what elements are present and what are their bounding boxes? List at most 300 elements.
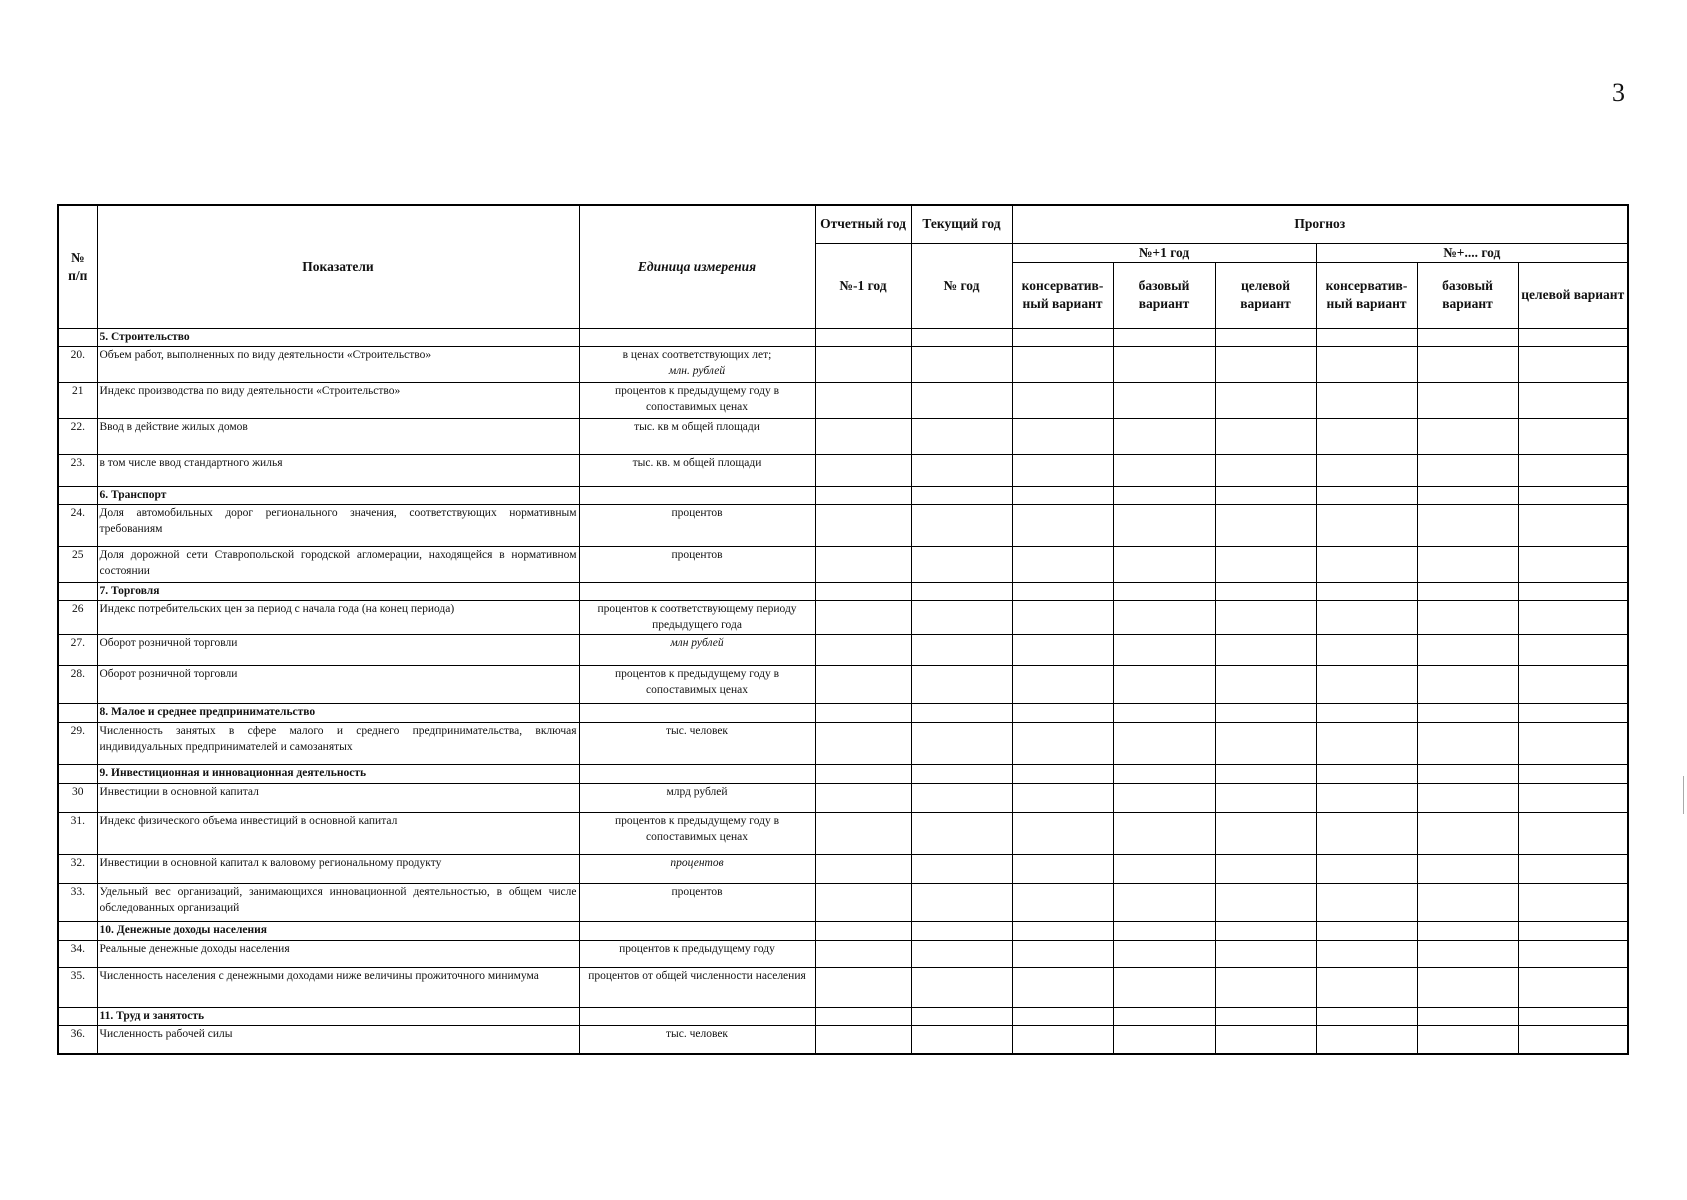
section-title: 8. Малое и среднее предпринимательство (97, 703, 579, 722)
section-title: 11. Труд и занятость (97, 1007, 579, 1025)
value-cell (1215, 328, 1316, 346)
indicator-label: Численность населения с денежными доходами ниже величины прожиточного минимума (97, 967, 579, 1007)
value-cell (1012, 486, 1113, 504)
value-cell (1316, 921, 1417, 940)
indicator-label: Индекс потребительских цен за период с начала года (на конец периода) (97, 600, 579, 634)
value-cell (1316, 854, 1417, 883)
value-cell (1215, 940, 1316, 967)
value-cell (1113, 783, 1215, 812)
value-cell (1518, 967, 1628, 1007)
value-cell (815, 940, 911, 967)
unit-label: млн рублей (579, 634, 815, 665)
value-cell (1113, 883, 1215, 921)
value-cell (911, 703, 1012, 722)
row-number: 34. (58, 940, 97, 967)
indicator-label: Индекс физического объема инвестиций в основной капитал (97, 812, 579, 854)
value-cell (1417, 812, 1518, 854)
value-cell (1012, 1025, 1113, 1054)
row-number: 29. (58, 722, 97, 764)
row-number: 26 (58, 600, 97, 634)
value-cell (911, 546, 1012, 582)
value-cell (815, 504, 911, 546)
value-cell (1518, 504, 1628, 546)
value-cell (1215, 783, 1316, 812)
indicator-label: Объем работ, выполненных по виду деятельности «Строительство» (97, 346, 579, 382)
value-cell (1518, 486, 1628, 504)
value-cell (1417, 504, 1518, 546)
value-cell (1012, 703, 1113, 722)
value-cell (1518, 582, 1628, 600)
row-number: 20. (58, 346, 97, 382)
value-cell (911, 783, 1012, 812)
value-cell (1417, 600, 1518, 634)
value-cell (1417, 722, 1518, 764)
value-cell (1113, 382, 1215, 418)
value-cell (1518, 418, 1628, 454)
value-cell (1113, 454, 1215, 486)
row-number: 25 (58, 546, 97, 582)
value-cell (1113, 418, 1215, 454)
value-cell (1215, 546, 1316, 582)
value-cell (1012, 783, 1113, 812)
row-number: 33. (58, 883, 97, 921)
value-cell (911, 812, 1012, 854)
value-cell (1113, 722, 1215, 764)
value-cell (1518, 812, 1628, 854)
year-n-plus-more-header: №+.... год (1316, 243, 1628, 262)
value-cell (1113, 854, 1215, 883)
value-cell (1012, 665, 1113, 703)
unit-label: процентов к предыдущему году в сопоставимых ценах (579, 665, 815, 703)
value-cell (1215, 346, 1316, 382)
page-number: 3 (1612, 78, 1625, 107)
value-cell (1012, 634, 1113, 665)
value-cell (1518, 634, 1628, 665)
value-cell (1012, 921, 1113, 940)
col-num-header: № п/п (58, 205, 97, 328)
value-cell (1012, 854, 1113, 883)
value-cell (1417, 546, 1518, 582)
row-number: 30 (58, 783, 97, 812)
value-cell (1215, 722, 1316, 764)
value-cell (1215, 504, 1316, 546)
value-cell (1518, 600, 1628, 634)
value-cell (815, 812, 911, 854)
value-cell (1012, 454, 1113, 486)
value-cell (1417, 382, 1518, 418)
unit-label: процентов (579, 546, 815, 582)
value-cell (1518, 1007, 1628, 1025)
value-cell (1417, 454, 1518, 486)
value-cell (815, 665, 911, 703)
value-cell (911, 883, 1012, 921)
section-row (58, 582, 1628, 600)
value-cell (1518, 1025, 1628, 1054)
value-cell (1215, 703, 1316, 722)
value-cell (1417, 1025, 1518, 1054)
table-row (58, 1025, 1628, 1054)
value-cell (815, 634, 911, 665)
section-title: 10. Денежные доходы населения (97, 921, 579, 940)
unit-label: процентов к соответствующему периоду предыдущего года (579, 600, 815, 634)
value-cell (1215, 1007, 1316, 1025)
value-cell (911, 600, 1012, 634)
year-n-header: № год (911, 243, 1012, 328)
value-cell (1113, 486, 1215, 504)
value-cell (1012, 967, 1113, 1007)
variant-conservative-header: консерватив-ный вариант (1316, 262, 1417, 328)
section-row (58, 328, 1628, 346)
value-cell (1215, 921, 1316, 940)
value-cell (1316, 967, 1417, 1007)
section-title: 9. Инвестиционная и инновационная деятельность (97, 764, 579, 783)
value-cell (1113, 1025, 1215, 1054)
unit-label: млрд рублей (579, 783, 815, 812)
value-cell (1012, 764, 1113, 783)
indicator-label: в том числе ввод стандартного жилья (97, 454, 579, 486)
value-cell (1113, 546, 1215, 582)
value-cell (1113, 940, 1215, 967)
section-row (58, 486, 1628, 504)
value-cell (1113, 582, 1215, 600)
value-cell (1316, 328, 1417, 346)
value-cell (1113, 703, 1215, 722)
value-cell (1012, 600, 1113, 634)
table-row (58, 634, 1628, 665)
value-cell (579, 486, 815, 504)
value-cell (911, 382, 1012, 418)
value-cell (1113, 665, 1215, 703)
unit-label: процентов к предыдущему году в сопоставимых ценах (579, 812, 815, 854)
value-cell (1417, 328, 1518, 346)
value-cell (1215, 665, 1316, 703)
value-cell (1113, 346, 1215, 382)
unit-label: тыс. человек (579, 1025, 815, 1054)
value-cell (815, 486, 911, 504)
value-cell (911, 634, 1012, 665)
col-report-header: Отчетный год (815, 205, 911, 243)
value-cell (1518, 665, 1628, 703)
value-cell (1012, 346, 1113, 382)
value-cell (579, 921, 815, 940)
value-cell (1316, 812, 1417, 854)
value-cell (1518, 783, 1628, 812)
scan-artifact-mark (1683, 776, 1684, 814)
value-cell (1417, 967, 1518, 1007)
value-cell (1316, 382, 1417, 418)
value-cell (1417, 665, 1518, 703)
value-cell (1417, 883, 1518, 921)
table-row (58, 783, 1628, 812)
unit-label: тыс. человек (579, 722, 815, 764)
value-cell (815, 722, 911, 764)
row-number: 28. (58, 665, 97, 703)
indicator-label: Численность занятых в сфере малого и среднего предпринимательства, включая индивидуальных предпринимателей и самозанятых (97, 722, 579, 764)
value-cell (911, 722, 1012, 764)
unit-label: процентов от общей численности населения (579, 967, 815, 1007)
table-row (58, 665, 1628, 703)
variant-target-header: целевой вариант (1215, 262, 1316, 328)
value-cell (1417, 783, 1518, 812)
table-row (58, 504, 1628, 546)
value-cell (1417, 582, 1518, 600)
table-row (58, 346, 1628, 382)
indicator-label: Оборот розничной торговли (97, 665, 579, 703)
value-cell (911, 1025, 1012, 1054)
value-cell (815, 783, 911, 812)
value-cell (1518, 328, 1628, 346)
value-cell (1012, 504, 1113, 546)
table-row (58, 940, 1628, 967)
row-number: 23. (58, 454, 97, 486)
value-cell (815, 703, 911, 722)
unit-label: тыс. кв. м общей площади (579, 454, 815, 486)
indicator-label: Индекс производства по виду деятельности «Строительство» (97, 382, 579, 418)
unit-label: процентов (579, 854, 815, 883)
value-cell (1316, 665, 1417, 703)
value-cell (911, 854, 1012, 883)
variant-base-header: базовый вариант (1113, 262, 1215, 328)
value-cell (1518, 703, 1628, 722)
section-row (58, 921, 1628, 940)
value-cell (815, 1025, 911, 1054)
value-cell (1518, 921, 1628, 940)
value-cell (1316, 600, 1417, 634)
value-cell (1417, 418, 1518, 454)
value-cell (1316, 1007, 1417, 1025)
section-row (58, 1007, 1628, 1025)
value-cell (1518, 346, 1628, 382)
value-cell (579, 328, 815, 346)
value-cell (911, 328, 1012, 346)
row-number: 35. (58, 967, 97, 1007)
value-cell (911, 967, 1012, 1007)
value-cell (1316, 504, 1417, 546)
value-cell (1518, 883, 1628, 921)
indicator-label: Доля дорожной сети Ставропольской городской агломерации, находящейся в нормативном состоянии (97, 546, 579, 582)
value-cell (1417, 921, 1518, 940)
section-title: 7. Торговля (97, 582, 579, 600)
value-cell (911, 418, 1012, 454)
value-cell (1316, 764, 1417, 783)
value-cell (1012, 582, 1113, 600)
value-cell (911, 486, 1012, 504)
value-cell (1316, 346, 1417, 382)
value-cell (1518, 940, 1628, 967)
value-cell (1113, 634, 1215, 665)
value-cell (1316, 418, 1417, 454)
value-cell (1012, 883, 1113, 921)
indicator-label: Инвестиции в основной капитал (97, 783, 579, 812)
value-cell (1215, 634, 1316, 665)
value-cell (1215, 883, 1316, 921)
value-cell (579, 764, 815, 783)
value-cell (815, 921, 911, 940)
value-cell (1113, 967, 1215, 1007)
value-cell (1316, 1025, 1417, 1054)
table-row (58, 854, 1628, 883)
table-row (58, 600, 1628, 634)
value-cell (1417, 486, 1518, 504)
unit-label: процентов (579, 883, 815, 921)
value-cell (1316, 940, 1417, 967)
indicator-label: Реальные денежные доходы населения (97, 940, 579, 967)
value-cell (1417, 703, 1518, 722)
value-cell (1215, 486, 1316, 504)
value-cell (815, 764, 911, 783)
indicator-label: Оборот розничной торговли (97, 634, 579, 665)
unit-label: процентов к предыдущему году в сопоставимых ценах (579, 382, 815, 418)
value-cell (1518, 764, 1628, 783)
year-n-minus-1-header: №-1 год (815, 243, 911, 328)
value-cell (1113, 1007, 1215, 1025)
value-cell (1215, 418, 1316, 454)
value-cell (1012, 812, 1113, 854)
value-cell (1215, 1025, 1316, 1054)
table-row (58, 454, 1628, 486)
value-cell (1113, 921, 1215, 940)
value-cell (815, 454, 911, 486)
row-number: 22. (58, 418, 97, 454)
value-cell (815, 546, 911, 582)
forecast-indicators-table (57, 204, 1629, 1055)
value-cell (1518, 454, 1628, 486)
value-cell (1316, 486, 1417, 504)
variant-base-header: базовый вариант (1417, 262, 1518, 328)
section-row (58, 764, 1628, 783)
value-cell (911, 921, 1012, 940)
table-row (58, 382, 1628, 418)
unit-label: процентов к предыдущему году (579, 940, 815, 967)
row-number: 27. (58, 634, 97, 665)
value-cell (1316, 722, 1417, 764)
indicator-label: Удельный вес организаций, занимающихся инновационной деятельностью, в общем числе обследованных организаций (97, 883, 579, 921)
table-row (58, 883, 1628, 921)
year-n-plus-1-header: №+1 год (1012, 243, 1316, 262)
value-cell (1113, 764, 1215, 783)
unit-label: тыс. кв м общей площади (579, 418, 815, 454)
value-cell (579, 1007, 815, 1025)
value-cell (815, 328, 911, 346)
table-row (58, 722, 1628, 764)
value-cell (1215, 382, 1316, 418)
value-cell (1012, 546, 1113, 582)
value-cell (815, 883, 911, 921)
value-cell (1417, 940, 1518, 967)
table-body (58, 328, 1628, 1054)
section-row (58, 703, 1628, 722)
row-number: 21 (58, 382, 97, 418)
table-row (58, 418, 1628, 454)
value-cell (1215, 812, 1316, 854)
indicator-label: Численность рабочей силы (97, 1025, 579, 1054)
value-cell (815, 600, 911, 634)
value-cell (1215, 454, 1316, 486)
col-indicators-header: Показатели (97, 205, 579, 328)
value-cell (815, 967, 911, 1007)
value-cell (1417, 1007, 1518, 1025)
col-forecast-header: Прогноз (1012, 205, 1628, 243)
value-cell (911, 504, 1012, 546)
indicator-label: Инвестиции в основной капитал к валовому региональному продукту (97, 854, 579, 883)
value-cell (1518, 854, 1628, 883)
value-cell (815, 382, 911, 418)
value-cell (1316, 783, 1417, 812)
value-cell (911, 1007, 1012, 1025)
value-cell (815, 346, 911, 382)
unit-label: процентов (579, 504, 815, 546)
col-current-header: Текущий год (911, 205, 1012, 243)
value-cell (1113, 328, 1215, 346)
unit-label: в ценах соответствующих лет; млн. рублей (579, 346, 815, 382)
value-cell (1012, 418, 1113, 454)
row-number: 36. (58, 1025, 97, 1054)
value-cell (1417, 854, 1518, 883)
value-cell (579, 582, 815, 600)
value-cell (1316, 454, 1417, 486)
value-cell (1316, 703, 1417, 722)
table-row (58, 812, 1628, 854)
indicator-label: Ввод в действие жилых домов (97, 418, 579, 454)
col-unit-header: Единица измерения (579, 205, 815, 328)
value-cell (1316, 582, 1417, 600)
value-cell (1417, 764, 1518, 783)
value-cell (911, 454, 1012, 486)
value-cell (1012, 1007, 1113, 1025)
value-cell (1215, 582, 1316, 600)
value-cell (1518, 382, 1628, 418)
value-cell (1316, 546, 1417, 582)
row-number: 24. (58, 504, 97, 546)
value-cell (815, 582, 911, 600)
row-number: 31. (58, 812, 97, 854)
value-cell (911, 582, 1012, 600)
value-cell (579, 703, 815, 722)
value-cell (1215, 854, 1316, 883)
value-cell (1113, 812, 1215, 854)
value-cell (1518, 722, 1628, 764)
variant-target-header: целевой вариант (1518, 262, 1628, 328)
value-cell (1113, 504, 1215, 546)
value-cell (1215, 764, 1316, 783)
value-cell (911, 764, 1012, 783)
value-cell (1012, 328, 1113, 346)
value-cell (1012, 382, 1113, 418)
value-cell (1518, 546, 1628, 582)
value-cell (1113, 600, 1215, 634)
section-title: 5. Строительство (97, 328, 579, 346)
indicator-label: Доля автомобильных дорог регионального значения, соответствующих нормативным требованиям (97, 504, 579, 546)
value-cell (815, 854, 911, 883)
table-row (58, 546, 1628, 582)
value-cell (1316, 883, 1417, 921)
value-cell (1417, 346, 1518, 382)
value-cell (815, 1007, 911, 1025)
value-cell (911, 940, 1012, 967)
value-cell (1316, 634, 1417, 665)
section-title: 6. Транспорт (97, 486, 579, 504)
value-cell (911, 665, 1012, 703)
table-row (58, 967, 1628, 1007)
variant-conservative-header: консерватив-ный вариант (1012, 262, 1113, 328)
value-cell (815, 418, 911, 454)
value-cell (1012, 722, 1113, 764)
value-cell (1012, 940, 1113, 967)
value-cell (1215, 600, 1316, 634)
value-cell (911, 346, 1012, 382)
value-cell (1215, 967, 1316, 1007)
value-cell (1417, 634, 1518, 665)
